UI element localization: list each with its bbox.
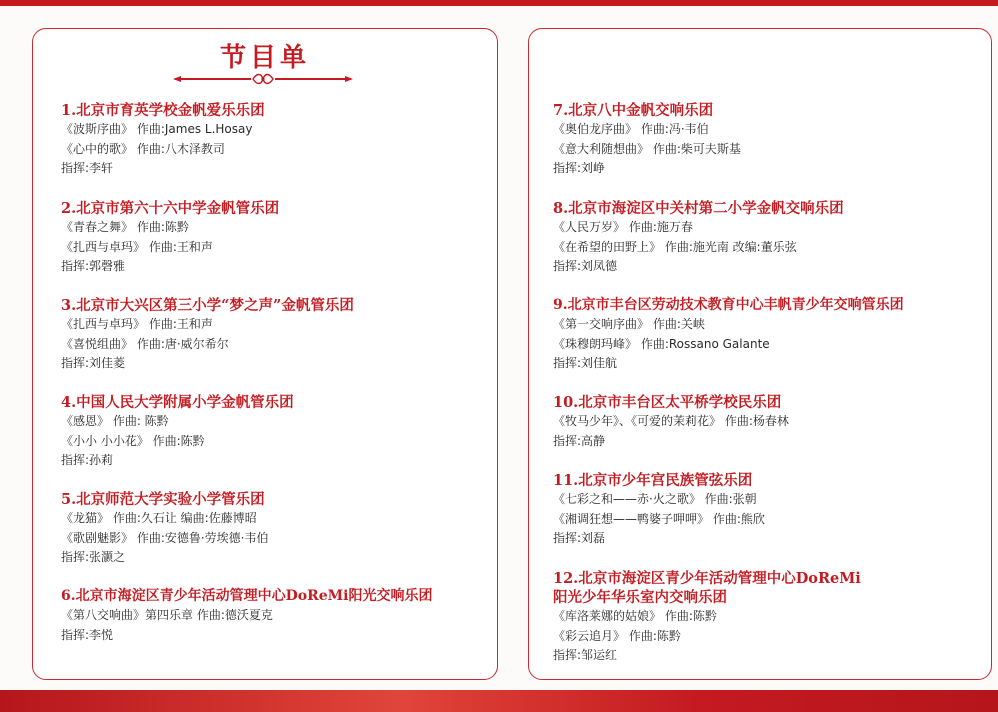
piece-line: 《彩云追月》 作曲:陈黔 — [553, 628, 681, 643]
piece-line: 《龙猫》 作曲:久石让 编曲:佐藤博昭 — [61, 511, 257, 525]
conductor-line: 指挥:邹运红 — [553, 648, 618, 662]
page-title: 节目单 — [219, 43, 310, 73]
piece-line: 《牧马少年》、《可爱的茉莉花》 作曲:杨春林 — [553, 414, 789, 428]
conductor-line: 指挥:孙莉 — [61, 453, 114, 467]
program-group-6 — [61, 587, 432, 645]
group-title: 1.北京市育英学校金帆爱乐乐团 — [61, 102, 265, 119]
piece-line: 《第八交响曲》第四乐章 作曲:德沃夏克 — [61, 608, 273, 622]
program-group-10 — [553, 393, 789, 451]
piece-line: 《波斯序曲》 作曲:James L.Hosay — [61, 122, 253, 136]
piece-line: 《心中的歌》 作曲:八木泽教司 — [61, 141, 225, 156]
piece-line: 《库洛莱娜的姑娘》 作曲:陈黔 — [553, 609, 717, 623]
conductor-line: 指挥:刘磊 — [553, 531, 606, 545]
bottom-red-band — [0, 690, 998, 712]
program-group-8 — [553, 199, 844, 277]
group-title: 11.北京市少年宫民族管弦乐团 — [553, 472, 753, 489]
piece-line: 《歌剧魅影》 作曲:安德鲁·劳埃德·韦伯 — [61, 530, 269, 545]
piece-line: 《喜悦组曲》 作曲:唐·威尔希尔 — [61, 336, 229, 351]
conductor-line: 指挥:李悦 — [61, 627, 114, 642]
program-group-2 — [61, 199, 279, 277]
conductor-line: 指挥:刘峥 — [553, 161, 606, 175]
left-panel — [32, 28, 498, 680]
conductor-line: 指挥:刘佳航 — [553, 356, 618, 370]
piece-line: 《青春之舞》 作曲:陈黔 — [61, 220, 189, 234]
group-title: 8.北京市海淀区中关村第二小学金帆交响乐团 — [553, 200, 844, 217]
piece-line: 《奥伯龙序曲》 作曲:冯·韦伯 — [553, 122, 709, 136]
group-title: 9.北京市丰台区劳动技术教育中心丰帆青少年交响管乐团 — [553, 297, 904, 313]
group-title: 5.北京师范大学实验小学管乐团 — [61, 491, 265, 508]
piece-line: 《在希望的田野上》 作曲:施光南 改编:董乐弦 — [553, 239, 797, 254]
program-group-5 — [61, 490, 269, 568]
conductor-line: 指挥:李轩 — [61, 161, 114, 175]
group-title: 6.北京市海淀区青少年活动管理中心DoReMi阳光交响乐团 — [61, 588, 433, 604]
conductor-line: 指挥:张灏之 — [61, 550, 126, 564]
program-group-9 — [553, 296, 904, 374]
program-group-7 — [553, 101, 741, 179]
conductor-line: 指挥:高静 — [553, 433, 606, 448]
piece-line: 《湘调狂想——鸭婆子呷呷》 作曲:熊欣 — [553, 511, 765, 526]
conductor-line: 指挥:刘佳菱 — [61, 356, 126, 370]
piece-line: 《小小 小小花》 作曲:陈黔 — [61, 433, 205, 448]
program-group-11 — [553, 471, 765, 549]
program-group-12 — [553, 569, 861, 666]
group-title: 3.北京市大兴区第三小学“梦之声”金帆管乐团 — [61, 297, 354, 314]
program-group-4 — [61, 393, 294, 471]
program-group-3 — [61, 296, 354, 374]
conductor-line: 指挥:郭磬雅 — [61, 259, 126, 273]
group-title: 7.北京八中金帆交响乐团 — [553, 102, 714, 119]
piece-line: 《人民万岁》 作曲:施万春 — [553, 220, 693, 234]
piece-line: 《扎西与卓玛》 作曲:王和声 — [61, 239, 213, 254]
piece-line: 《感恩》 作曲: 陈黔 — [61, 414, 169, 428]
program-group-1 — [61, 101, 265, 179]
piece-line: 《扎西与卓玛》 作曲:王和声 — [61, 317, 213, 331]
title-flourish-icon — [173, 73, 353, 85]
piece-line: 《第一交响序曲》 作曲:关峡 — [553, 317, 705, 331]
group-title: 12.北京市海淀区青少年活动管理中心DoReMi — [553, 570, 861, 587]
piece-line: 《意大利随想曲》 作曲:柴可夫斯基 — [553, 141, 741, 156]
piece-line: 《七彩之和——赤·火之歌》 作曲:张朝 — [553, 492, 757, 506]
conductor-line: 指挥:刘凤德 — [553, 259, 618, 273]
program-sheet — [0, 6, 998, 696]
group-title: 10.北京市丰台区太平桥学校民乐团 — [553, 394, 782, 411]
right-panel — [528, 28, 992, 680]
group-title: 4.中国人民大学附属小学金帆管乐团 — [61, 394, 294, 411]
group-title-line-2: 阳光少年华乐室内交响乐团 — [553, 589, 727, 606]
group-title: 2.北京市第六十六中学金帆管乐团 — [61, 200, 280, 217]
piece-line: 《珠穆朗玛峰》 作曲:Rossano Galante — [553, 336, 770, 351]
